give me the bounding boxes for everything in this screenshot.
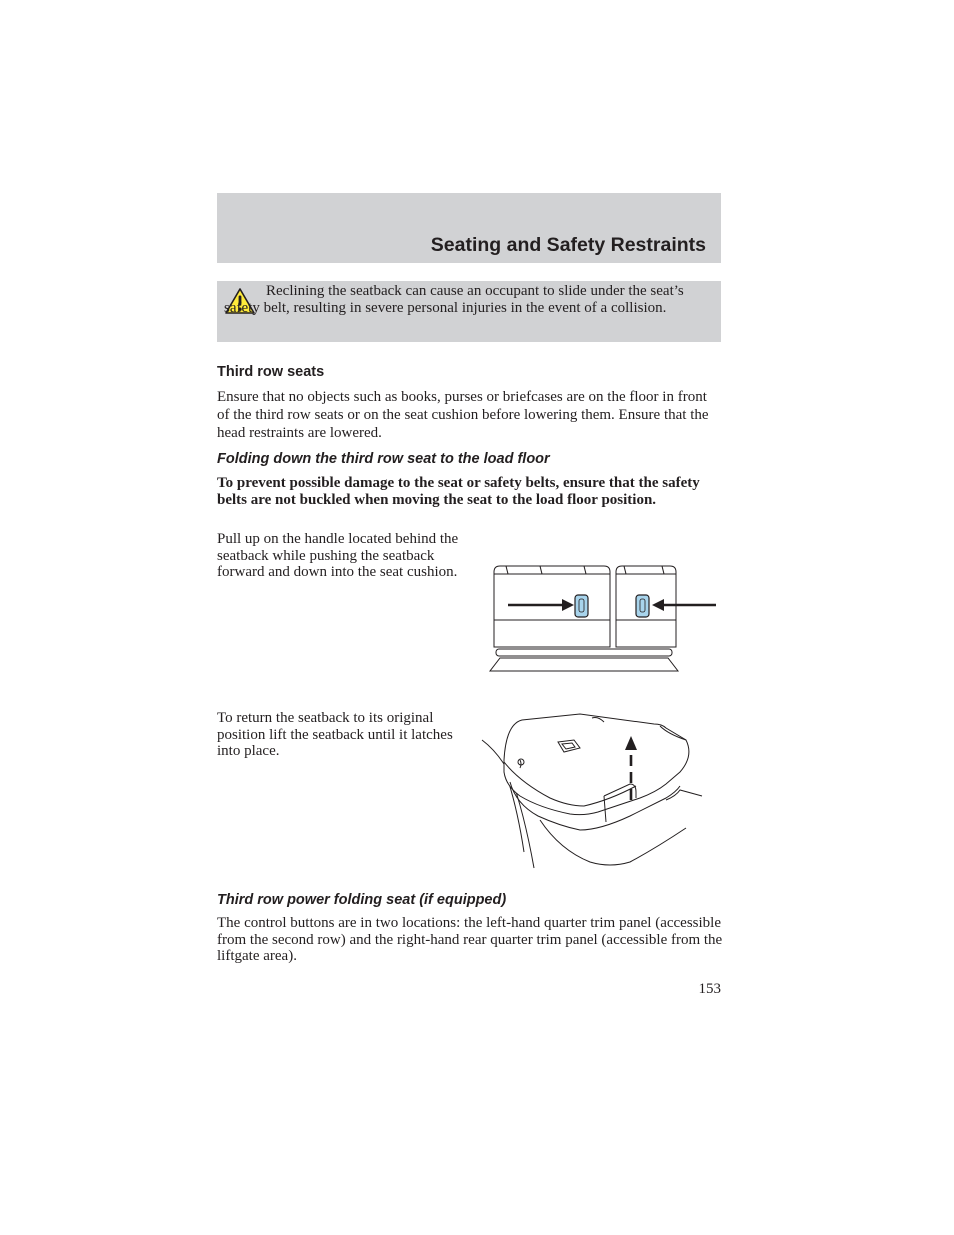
header-band [217, 193, 721, 263]
seatback-return-illustration [480, 712, 706, 872]
seatback-handles-illustration [486, 560, 722, 674]
right-handle-icon [636, 595, 649, 617]
section-title: Seating and Safety Restraints [430, 234, 706, 256]
left-handle-icon [575, 595, 588, 617]
third-row-seats-paragraph: Ensure that no objects such as books, purses or briefcases are on the floor in front of the third row seats or on the seat cushion before lowering them. Ensure that the head restraints are lowered. [217, 389, 709, 441]
pull-handle-instruction: Pull up on the handle located behind the seatback while pushing the seatback forward and down into the seat cushion. [217, 531, 459, 580]
power-folding-paragraph: The control buttons are in two locations: the left-hand quarter trim panel (accessible from the second row) and the right-hand rear quarter trim panel (accessible from the liftgate area). [217, 915, 723, 964]
page-number: 153 [698, 981, 721, 997]
power-folding-heading: Third row power folding seat (if equipped) [217, 892, 507, 908]
third-row-seats-heading: Third row seats [217, 364, 325, 380]
warning-box [217, 281, 721, 342]
return-seatback-instruction: To return the seatback to its original position lift the seatback until it latches into place. [217, 710, 453, 759]
warning-text: Reclining the seatback can cause an occupant to slide under the seat’s safety belt, resulting in severe personal injuries in the event of a collision. [224, 283, 684, 316]
folding-caution: To prevent possible damage to the seat or safety belts, ensure that the safety belts are not buckled when moving the seat to the load floor position. [217, 475, 700, 508]
folding-heading: Folding down the third row seat to the load floor [217, 451, 550, 467]
